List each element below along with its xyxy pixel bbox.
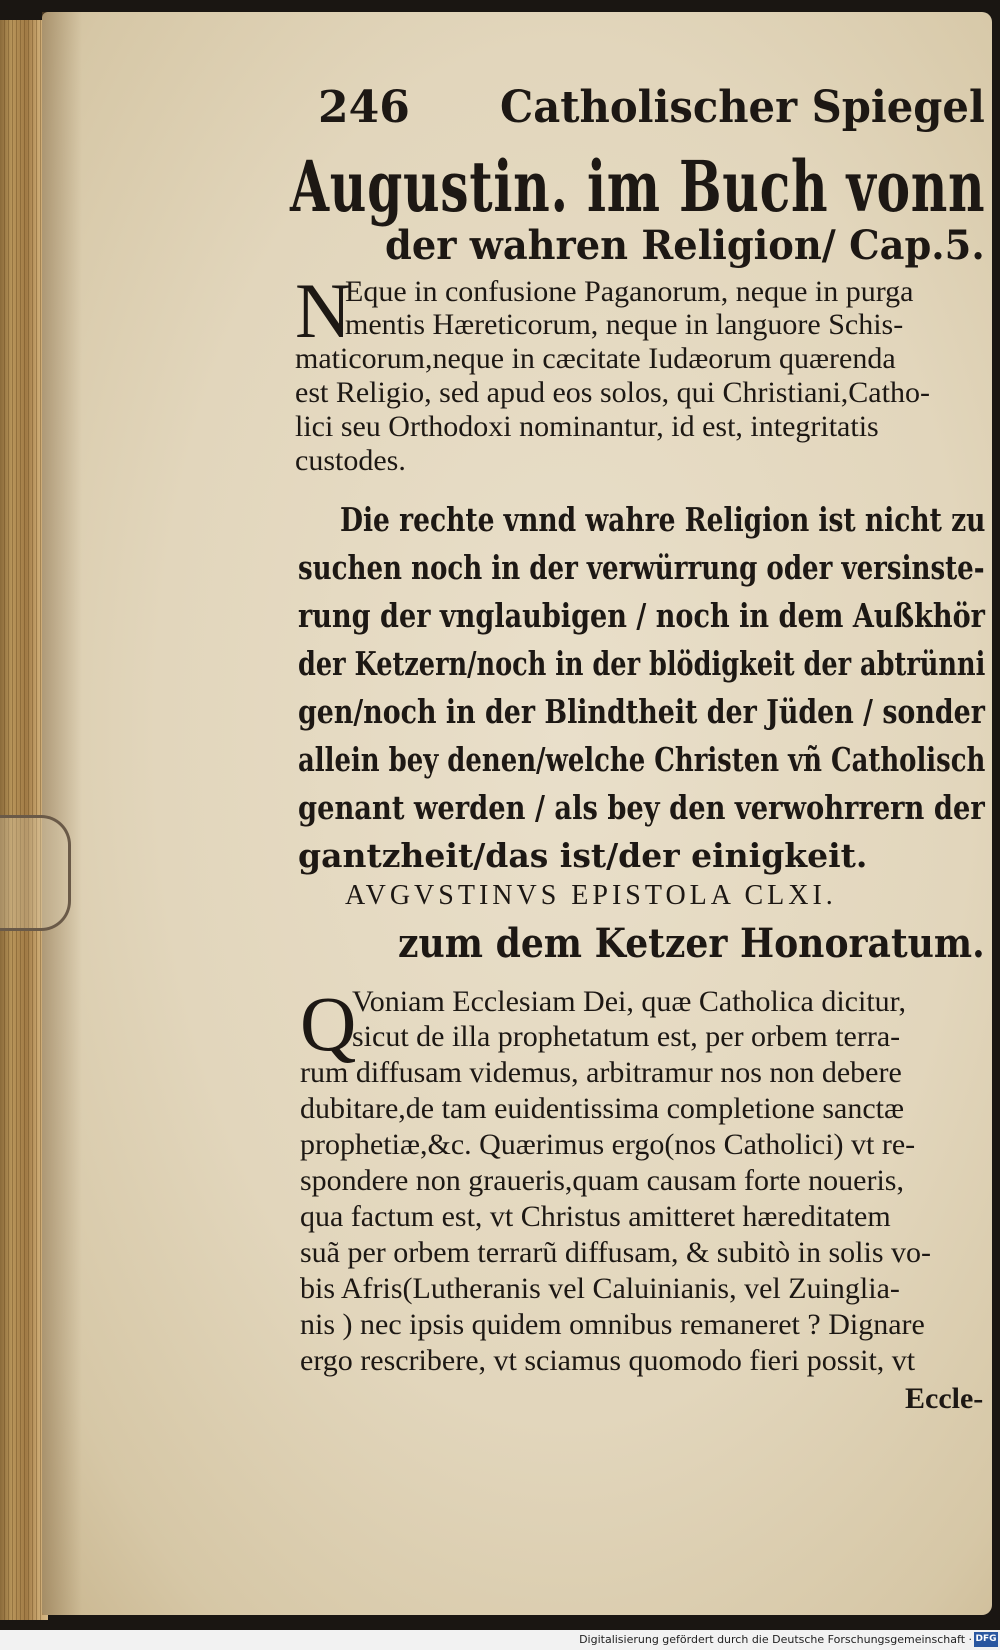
latin2-line-5: prophetiæ,&c. Quærimus ergo(nos Catholici) vt re- bbox=[300, 1128, 916, 1161]
page-number: 246 bbox=[318, 82, 410, 133]
gutter-shadow bbox=[42, 12, 82, 1615]
page-clip bbox=[0, 815, 71, 931]
german-line-5: gen/noch in der Blindtheit der Jüden / sonder bbox=[298, 692, 985, 731]
latin2-line-3: rum diffusam videmus, arbitramur nos non debere bbox=[300, 1056, 902, 1089]
chapter-title: Augustin. im Buch vonn bbox=[290, 145, 986, 228]
drop-cap-q: Q bbox=[300, 980, 357, 1067]
latin-line-2: mentis Hæreticorum, neque in languore Schis- bbox=[345, 308, 904, 341]
chapter-subtitle: der wahren Religion/ Cap.5. bbox=[385, 222, 985, 269]
latin2-line-6: spondere non graueris,quam causam forte noueris, bbox=[300, 1164, 904, 1197]
running-title: Catholischer Spiegel bbox=[500, 82, 985, 133]
german-line-3: rung der vnglaubigen / noch in dem Außkhör bbox=[298, 596, 985, 635]
latin2-line-11: ergo rescribere, vt sciamus quomodo fieri possit, vt bbox=[300, 1344, 916, 1377]
latin2-line-9: bis Afris(Lutheranis vel Caluinianis, vel Zuinglia- bbox=[300, 1272, 900, 1305]
latin-line-3: maticorum,neque in cæcitate Iudæorum quærenda bbox=[295, 342, 896, 375]
latin-line-5: lici seu Orthodoxi nominantur, id est, integritatis bbox=[295, 410, 879, 443]
latin2-line-7: qua factum est, vt Christus amitteret hæreditatem bbox=[300, 1200, 891, 1233]
latin2-line-10: nis ) nec ipsis quidem omnibus remaneret ? Dignare bbox=[300, 1308, 925, 1341]
drop-cap-n: N bbox=[295, 267, 352, 354]
latin2-line-8: suã per orbem terrarũ diffusam, & subitò in solis vo- bbox=[300, 1236, 931, 1269]
latin2-line-1: Voniam Ecclesiam Dei, quæ Catholica dicitur, bbox=[352, 985, 906, 1018]
latin-line-1: Eque in confusione Paganorum, neque in purga bbox=[345, 275, 914, 308]
funding-credit: Digitalisierung gefördert durch die Deutsche Forschungsgemeinschaft · bbox=[579, 1633, 972, 1646]
latin-line-4: est Religio, sed apud eos solos, qui Christiani,Catho- bbox=[295, 376, 930, 409]
dfg-logo: DFG bbox=[974, 1632, 998, 1647]
latin-line-6: custodes. bbox=[295, 444, 406, 477]
catchword: Eccle- bbox=[905, 1382, 984, 1415]
german-line-4: der Ketzern/noch in der blödigkeit der abtrünni bbox=[298, 644, 986, 683]
latin2-line-2: sicut de illa prophetatum est, per orbem terra- bbox=[352, 1020, 901, 1053]
section-subheading: zum dem Ketzer Honoratum. bbox=[398, 920, 985, 967]
german-line-6: allein bey denen/welche Christen vñ Catholisch bbox=[298, 740, 986, 779]
section-heading: AVGVSTINVS EPISTOLA CLXI. bbox=[345, 880, 837, 911]
german-line-1: Die rechte vnnd wahre Religion ist nicht zu bbox=[340, 500, 986, 539]
german-line-8: gantzheit/das ist/der einigkeit. bbox=[298, 836, 868, 875]
german-line-2: suchen noch in der verwürrung oder versinste- bbox=[298, 548, 985, 587]
latin2-line-4: dubitare,de tam euidentissima completione sanctæ bbox=[300, 1092, 904, 1125]
german-line-7: genant werden / als bey den verwohrrern der bbox=[298, 788, 985, 827]
